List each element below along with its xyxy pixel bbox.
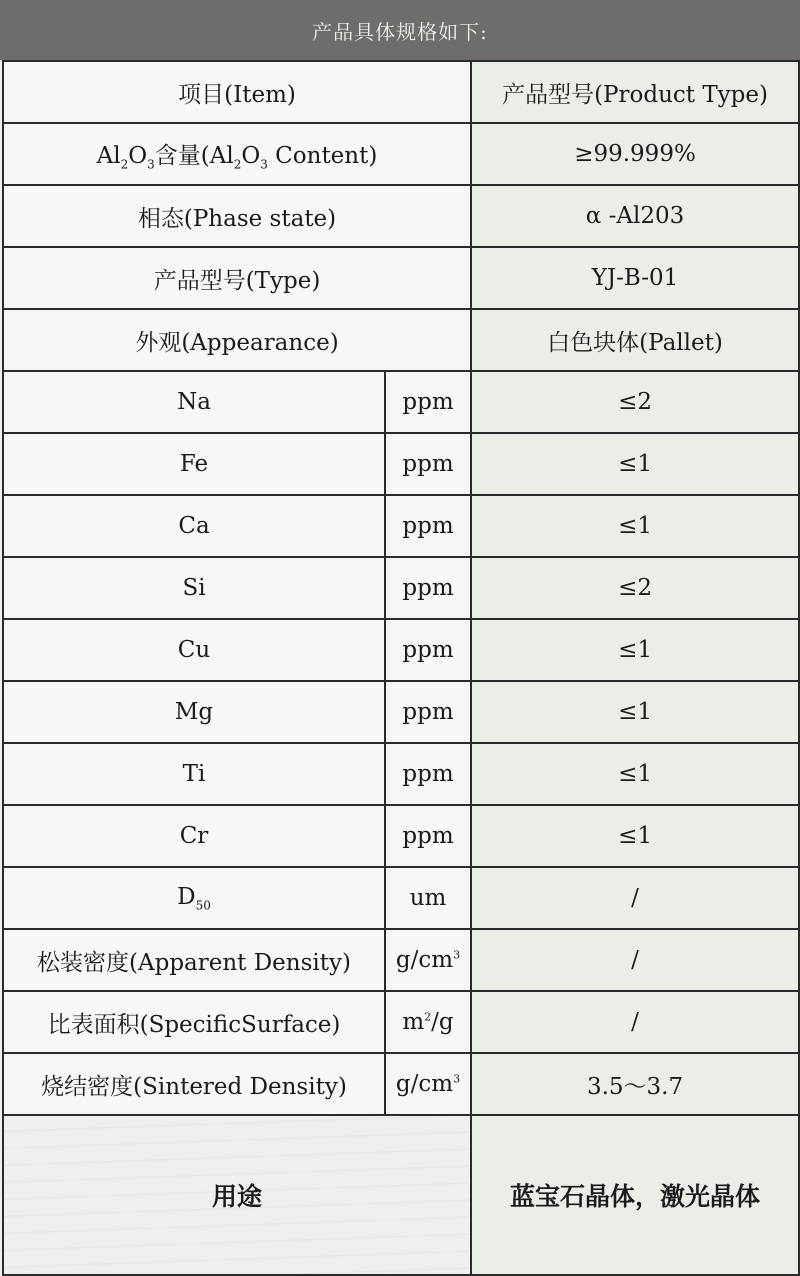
impurity-element-cell [3, 557, 385, 619]
impurity-value: ≤2 [618, 389, 652, 415]
sintered-density-label-cell [3, 1053, 385, 1115]
usage-label: 用途 [212, 1182, 263, 1211]
apparent-density-value-cell [471, 929, 799, 991]
model-label: 产品型号(Type) [153, 267, 321, 294]
impurity-row-mg [3, 681, 799, 743]
appearance-label-cell [3, 309, 471, 371]
impurity-unit-cell [385, 743, 471, 805]
appearance-label: 外观(Appearance) [135, 329, 339, 356]
impurity-value: ≤1 [618, 761, 652, 787]
phase-row [3, 185, 799, 247]
impurity-value-cell [471, 433, 799, 495]
impurity-element-cell [3, 433, 385, 495]
impurity-unit: ppm [402, 761, 454, 787]
sintered-density-unit: $g/cm^3$ [395, 1071, 461, 1097]
model-value: YJ-B-01 [591, 265, 679, 291]
impurity-unit: ppm [402, 451, 454, 477]
model-value-cell [471, 247, 799, 309]
spec-banner [0, 0, 800, 60]
impurity-element-cell [3, 805, 385, 867]
impurity-value-cell [471, 805, 799, 867]
apparent-density-unit-cell [385, 929, 471, 991]
specific-surface-unit-cell [385, 991, 471, 1053]
specific-surface-value: / [631, 1009, 639, 1035]
impurity-row-cu [3, 619, 799, 681]
impurity-element: Fe [179, 451, 209, 477]
spec-table [2, 60, 800, 1276]
impurity-value: ≤1 [618, 699, 652, 725]
impurity-element: Na [177, 389, 211, 415]
sintered-density-value: 3.5～3.7 [586, 1073, 684, 1100]
impurity-element: Cu [177, 637, 211, 663]
impurity-value-cell [471, 619, 799, 681]
header-type-cell [471, 61, 799, 123]
impurity-row-ca [3, 495, 799, 557]
content-label-cell [3, 123, 471, 185]
apparent-density-row [3, 929, 799, 991]
content-row [3, 123, 799, 185]
header-row [3, 61, 799, 123]
impurity-unit-cell [385, 619, 471, 681]
impurity-value: ≤1 [618, 513, 652, 539]
banner-title: 产品具体规格如下: [312, 19, 488, 44]
sintered-density-label: 烧结密度(Sintered Density) [41, 1073, 347, 1100]
usage-row [3, 1115, 799, 1275]
impurity-value-cell [471, 681, 799, 743]
impurity-value: ≤1 [618, 823, 652, 849]
impurity-unit-cell [385, 557, 471, 619]
appearance-value-cell [471, 309, 799, 371]
impurity-row-fe [3, 433, 799, 495]
impurity-element-cell [3, 371, 385, 433]
impurity-element-cell [3, 619, 385, 681]
sintered-density-value-cell [471, 1053, 799, 1115]
d50-row [3, 867, 799, 929]
impurity-unit: ppm [402, 513, 454, 539]
sintered-density-unit-cell [385, 1053, 471, 1115]
d50-label: $D_{50}$ [177, 883, 211, 913]
header-item-cell [3, 61, 471, 123]
phase-value-cell [471, 185, 799, 247]
impurity-value-cell [471, 557, 799, 619]
phase-label-cell [3, 185, 471, 247]
impurity-value-cell [471, 371, 799, 433]
appearance-value: 白色块体(Pallet) [547, 329, 723, 356]
content-value: ≥99.999% [574, 141, 696, 167]
impurity-unit: ppm [402, 575, 454, 601]
model-row [3, 247, 799, 309]
model-label-cell [3, 247, 471, 309]
d50-unit: um [409, 885, 447, 911]
impurity-unit-cell [385, 681, 471, 743]
apparent-density-label-cell [3, 929, 385, 991]
content-label: $Al_2O_3$含量($Al_2O_3$ Content) [96, 142, 378, 172]
impurity-element: Ca [178, 513, 210, 539]
impurity-unit: ppm [402, 637, 454, 663]
impurity-unit: ppm [402, 389, 454, 415]
header-type-label: 产品型号(Product Type) [502, 81, 768, 108]
content-value-cell [471, 123, 799, 185]
impurity-unit-cell [385, 433, 471, 495]
impurity-element: Ti [182, 761, 206, 787]
impurity-row-si [3, 557, 799, 619]
impurity-element: Si [182, 575, 206, 601]
specific-surface-value-cell [471, 991, 799, 1053]
specific-surface-unit: $m^2/g$ [402, 1009, 454, 1035]
impurity-unit: ppm [402, 823, 454, 849]
apparent-density-value: / [631, 947, 639, 973]
impurity-row-cr [3, 805, 799, 867]
specific-surface-label: 比表面积(SpecificSurface) [47, 1011, 341, 1038]
appearance-row [3, 309, 799, 371]
impurity-unit-cell [385, 805, 471, 867]
d50-value: / [631, 885, 639, 911]
impurity-element-cell [3, 743, 385, 805]
impurity-value: ≤2 [618, 575, 652, 601]
d50-unit-cell [385, 867, 471, 929]
d50-label-cell [3, 867, 385, 929]
impurity-element-cell [3, 681, 385, 743]
impurity-unit-cell [385, 371, 471, 433]
impurity-element: Mg [174, 699, 214, 725]
impurity-unit-cell [385, 495, 471, 557]
sintered-density-row [3, 1053, 799, 1115]
phase-label: 相态(Phase state) [137, 205, 337, 232]
impurity-row-ti [3, 743, 799, 805]
usage-value-cell [471, 1115, 799, 1275]
usage-label-cell [3, 1115, 471, 1275]
impurity-value-cell [471, 495, 799, 557]
impurity-element: Cr [179, 823, 209, 849]
impurity-element-cell [3, 495, 385, 557]
apparent-density-label: 松装密度(Apparent Density) [37, 949, 351, 976]
impurity-value-cell [471, 743, 799, 805]
apparent-density-unit: $g/cm^3$ [395, 947, 461, 973]
impurity-row-na [3, 371, 799, 433]
usage-value: 蓝宝石晶体，激光晶体 [510, 1182, 761, 1211]
phase-value: α -Al203 [585, 203, 685, 229]
specific-surface-label-cell [3, 991, 385, 1053]
header-item-label: 项目(Item) [178, 81, 296, 108]
impurity-value: ≤1 [618, 637, 652, 663]
impurity-unit: ppm [402, 699, 454, 725]
d50-value-cell [471, 867, 799, 929]
impurity-value: ≤1 [618, 451, 652, 477]
specific-surface-row [3, 991, 799, 1053]
